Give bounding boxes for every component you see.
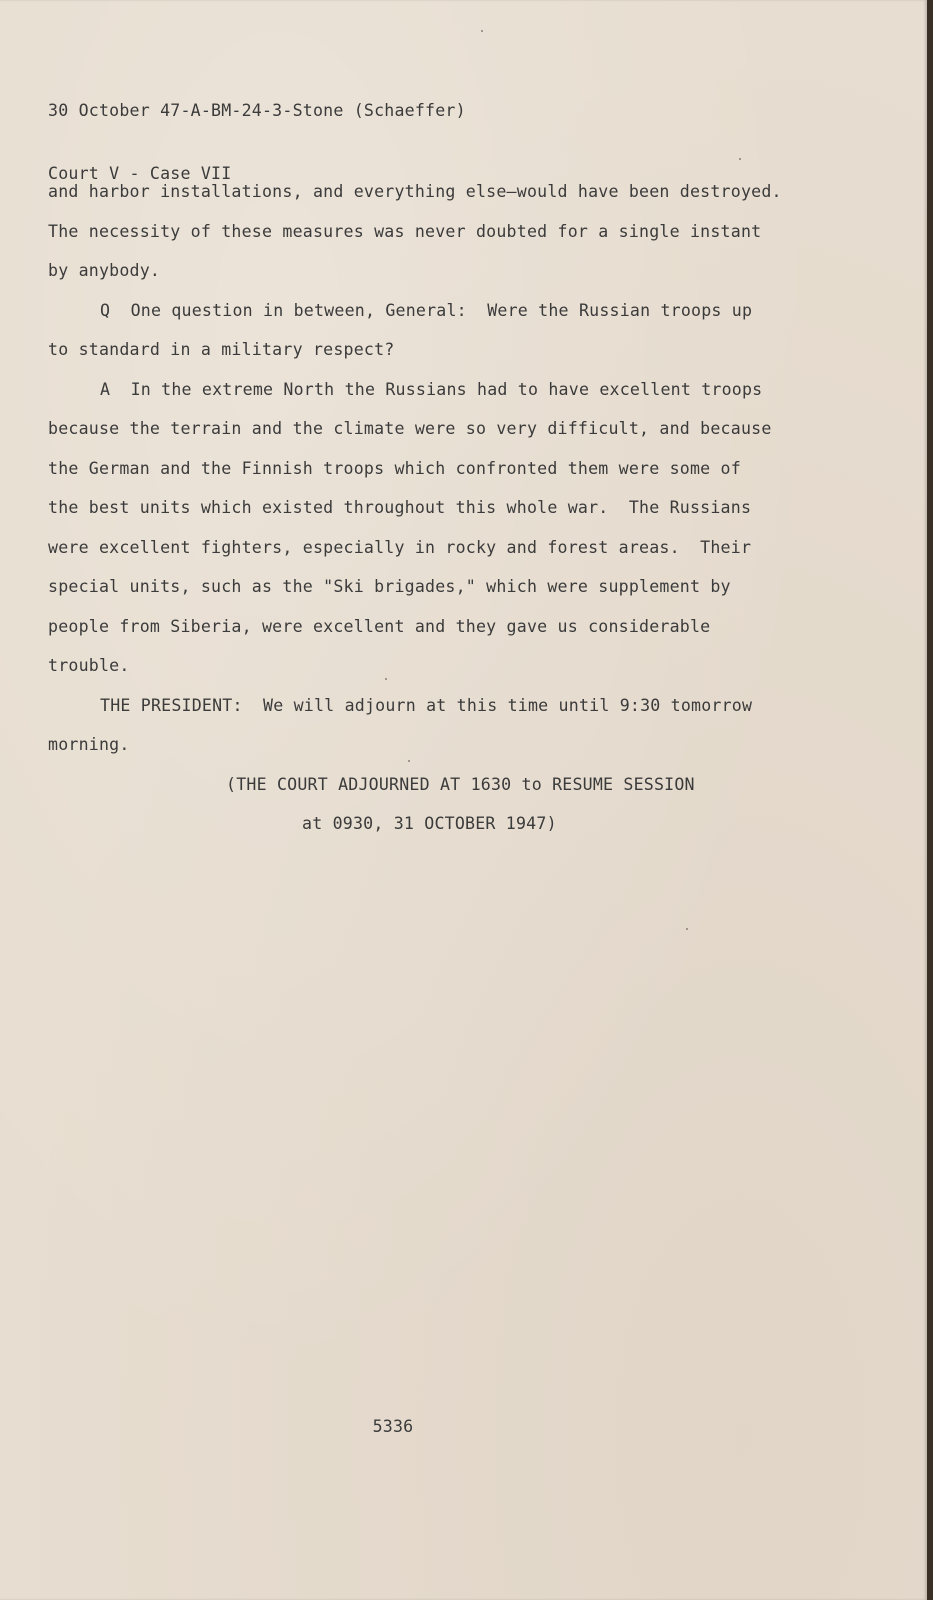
transcript-line: trouble. [48, 656, 130, 675]
paper-speck [686, 928, 688, 930]
transcript-line: by anybody. [48, 261, 161, 280]
transcript-line: The necessity of these measures was never doubted for a single instant [48, 221, 762, 241]
paper-speck [481, 30, 483, 32]
transcript-line: morning. [48, 735, 130, 754]
transcript-line: and harbor installations, and everything else—would have been destroyed. [48, 182, 782, 201]
question-line: Q One question in between, General: Were the Russian troops up [100, 300, 753, 320]
transcript-line: were excellent fighters, especially in rocky and forest areas. Their [48, 537, 752, 557]
page-number: 5336 [372, 1417, 414, 1436]
transcript-line: people from Siberia, were excellent and they gave us considerable [48, 616, 711, 636]
adjournment-note: (THE COURT ADJOURNED AT 1630 to RESUME SESSION [226, 774, 695, 794]
transcript-line: the German and the Finnish troops which confronted them were some of [48, 458, 741, 478]
paper-speck [385, 678, 387, 680]
transcript-line: special units, such as the "Ski brigades," which were supplement by [48, 577, 731, 596]
answer-line: A In the extreme North the Russians had to have excellent troops [100, 379, 763, 399]
adjournment-note-date: at 0930, 31 OCTOBER 1947) [302, 814, 557, 833]
transcript-line: to standard in a military respect? [48, 340, 395, 359]
transcript-body [48, 178, 878, 850]
transcript-line: because the terrain and the climate were so very difficult, and because [48, 419, 772, 438]
paper-speck [739, 158, 741, 160]
transcript-line: the best units which existed throughout this whole war. The Russians [48, 498, 752, 517]
header-court-line: Court V - Case VII [48, 164, 232, 183]
header-reference-line: 30 October 47-A-BM-24-3-Stone (Schaeffer) [48, 101, 466, 120]
president-line: THE PRESIDENT: We will adjourn at this time until 9:30 tomorrow [100, 695, 753, 715]
paper-speck [408, 760, 410, 762]
